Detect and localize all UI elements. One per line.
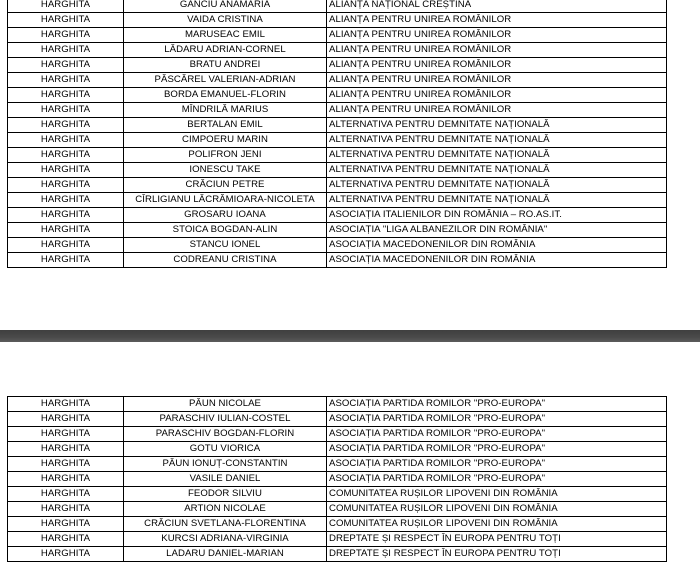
- candidate-name-cell: CRĂCIUN SVETLANA-FLORENTINA: [124, 517, 327, 532]
- party-cell: ASOCIAȚIA PARTIDA ROMILOR "PRO-EUROPA": [327, 442, 667, 457]
- candidate-name-cell: PARASCHIV IULIAN-COSTEL: [124, 412, 327, 427]
- table-row: [8, 133, 667, 148]
- candidate-name-cell: POLIFRON JENI: [124, 148, 327, 163]
- party-cell: ASOCIAȚIA PARTIDA ROMILOR "PRO-EUROPA": [327, 472, 667, 487]
- candidate-name-cell: PĂSCĂREL VALERIAN-ADRIAN: [124, 73, 327, 88]
- candidate-name-cell: CODREANU CRISTINA: [124, 253, 327, 268]
- table-row: [8, 253, 667, 268]
- county-cell: HARGHITA: [8, 118, 124, 133]
- table-row: [8, 487, 667, 502]
- county-cell: HARGHITA: [8, 487, 124, 502]
- county-cell: HARGHITA: [8, 193, 124, 208]
- table-row: [8, 238, 667, 253]
- table-row: [8, 223, 667, 238]
- party-cell: ALTERNATIVA PENTRU DEMNITATE NAȚIONALĂ: [327, 148, 667, 163]
- county-cell: HARGHITA: [8, 88, 124, 103]
- county-cell: HARGHITA: [8, 43, 124, 58]
- party-cell: ALIANȚA PENTRU UNIREA ROMÂNILOR: [327, 73, 667, 88]
- table-row: [8, 73, 667, 88]
- candidate-name-cell: IONESCU TAKE: [124, 163, 327, 178]
- county-cell: HARGHITA: [8, 472, 124, 487]
- county-cell: HARGHITA: [8, 502, 124, 517]
- table-row: [8, 43, 667, 58]
- candidate-name-cell: VAIDA CRISTINA: [124, 13, 327, 28]
- candidate-name-cell: PĂUN IONUȚ-CONSTANTIN: [124, 457, 327, 472]
- table-row: [8, 532, 667, 547]
- candidates-table-top: [7, 0, 667, 268]
- county-cell: HARGHITA: [8, 457, 124, 472]
- table-row: [8, 103, 667, 118]
- party-cell: ALIANȚA PENTRU UNIREA ROMÂNILOR: [327, 103, 667, 118]
- party-cell: ASOCIAȚIA ITALIENILOR DIN ROMÂNIA – RO.AS.IT.: [327, 208, 667, 223]
- table-row: [8, 193, 667, 208]
- county-cell: HARGHITA: [8, 427, 124, 442]
- county-cell: HARGHITA: [8, 163, 124, 178]
- table-row: [8, 28, 667, 43]
- table-row: [8, 13, 667, 28]
- table-row: [8, 427, 667, 442]
- party-cell: ASOCIAȚIA PARTIDA ROMILOR "PRO-EUROPA": [327, 457, 667, 472]
- candidate-name-cell: CIMPOERU MARIN: [124, 133, 327, 148]
- table-row: [8, 457, 667, 472]
- party-cell: ASOCIAȚIA MACEDONENILOR DIN ROMÂNIA: [327, 253, 667, 268]
- candidate-name-cell: GOTU VIORICA: [124, 442, 327, 457]
- table-row: [8, 397, 667, 412]
- party-cell: ALTERNATIVA PENTRU DEMNITATE NAȚIONALĂ: [327, 133, 667, 148]
- county-cell: HARGHITA: [8, 532, 124, 547]
- candidate-name-cell: PĂUN NICOLAE: [124, 397, 327, 412]
- county-cell: HARGHITA: [8, 238, 124, 253]
- candidates-table-top-body: [8, 0, 667, 268]
- candidates-table-bottom: [7, 396, 667, 562]
- party-cell: COMUNITATEA RUȘILOR LIPOVENI DIN ROMÂNIA: [327, 502, 667, 517]
- candidate-name-cell: ARTION NICOLAE: [124, 502, 327, 517]
- candidate-name-cell: BERTALAN EMIL: [124, 118, 327, 133]
- party-cell: ALIANȚA PENTRU UNIREA ROMÂNILOR: [327, 13, 667, 28]
- table-row: [8, 472, 667, 487]
- party-cell: ASOCIAȚIA PARTIDA ROMILOR "PRO-EUROPA": [327, 427, 667, 442]
- candidate-name-cell: STOICA BOGDAN-ALIN: [124, 223, 327, 238]
- county-cell: HARGHITA: [8, 73, 124, 88]
- table-row: [8, 547, 667, 562]
- candidate-name-cell: STANCU IONEL: [124, 238, 327, 253]
- candidate-name-cell: BORDA EMANUEL-FLORIN: [124, 88, 327, 103]
- county-cell: HARGHITA: [8, 133, 124, 148]
- candidate-name-cell: CRĂCIUN PETRE: [124, 178, 327, 193]
- candidate-name-cell: GROSARU IOANA: [124, 208, 327, 223]
- candidate-name-cell: FEODOR SILVIU: [124, 487, 327, 502]
- county-cell: HARGHITA: [8, 397, 124, 412]
- party-cell: ALIANȚA NAȚIONAL CREȘTINĂ: [327, 0, 667, 13]
- table-row: [8, 88, 667, 103]
- table-row: [8, 0, 667, 13]
- county-cell: HARGHITA: [8, 442, 124, 457]
- table-row: [8, 502, 667, 517]
- county-cell: HARGHITA: [8, 208, 124, 223]
- candidate-name-cell: CÎRLIGIANU LĂCRĂMIOARA-NICOLETA: [124, 193, 327, 208]
- party-cell: ASOCIAȚIA MACEDONENILOR DIN ROMÂNIA: [327, 238, 667, 253]
- county-cell: HARGHITA: [8, 253, 124, 268]
- county-cell: HARGHITA: [8, 547, 124, 562]
- party-cell: ALIANȚA PENTRU UNIREA ROMÂNILOR: [327, 43, 667, 58]
- party-cell: ALIANȚA PENTRU UNIREA ROMÂNILOR: [327, 88, 667, 103]
- county-cell: HARGHITA: [8, 412, 124, 427]
- party-cell: ALIANȚA PENTRU UNIREA ROMÂNILOR: [327, 58, 667, 73]
- table-row: [8, 208, 667, 223]
- candidate-name-cell: PARASCHIV BOGDAN-FLORIN: [124, 427, 327, 442]
- party-cell: ASOCIAȚIA PARTIDA ROMILOR "PRO-EUROPA": [327, 412, 667, 427]
- party-cell: DREPTATE ȘI RESPECT ÎN EUROPA PENTRU TOȚI: [327, 532, 667, 547]
- county-cell: HARGHITA: [8, 148, 124, 163]
- table-row: [8, 412, 667, 427]
- page-separator: [0, 330, 700, 342]
- county-cell: HARGHITA: [8, 103, 124, 118]
- county-cell: HARGHITA: [8, 0, 124, 13]
- party-cell: ALTERNATIVA PENTRU DEMNITATE NAȚIONALĂ: [327, 193, 667, 208]
- candidate-name-cell: KURCSI ADRIANA-VIRGINIA: [124, 532, 327, 547]
- county-cell: HARGHITA: [8, 223, 124, 238]
- party-cell: ALTERNATIVA PENTRU DEMNITATE NAȚIONALĂ: [327, 118, 667, 133]
- candidate-name-cell: LĂDARU ADRIAN-CORNEL: [124, 43, 327, 58]
- table-row: [8, 442, 667, 457]
- candidate-name-cell: GANCIU ANAMARIA: [124, 0, 327, 13]
- party-cell: ASOCIAȚIA "LIGA ALBANEZILOR DIN ROMÂNIA": [327, 223, 667, 238]
- party-cell: ALIANȚA PENTRU UNIREA ROMÂNILOR: [327, 28, 667, 43]
- party-cell: ASOCIAȚIA PARTIDA ROMILOR "PRO-EUROPA": [327, 397, 667, 412]
- candidates-table-bottom-body: [8, 397, 667, 562]
- party-cell: ALTERNATIVA PENTRU DEMNITATE NAȚIONALĂ: [327, 178, 667, 193]
- candidate-name-cell: VASILE DANIEL: [124, 472, 327, 487]
- party-cell: DREPTATE ȘI RESPECT ÎN EUROPA PENTRU TOȚI: [327, 547, 667, 562]
- candidate-name-cell: MARUSEAC EMIL: [124, 28, 327, 43]
- candidate-name-cell: MÎNDRILĂ MARIUS: [124, 103, 327, 118]
- candidate-name-cell: LADARU DANIEL-MARIAN: [124, 547, 327, 562]
- table-row: [8, 163, 667, 178]
- table-row: [8, 118, 667, 133]
- county-cell: HARGHITA: [8, 13, 124, 28]
- candidate-name-cell: BRATU ANDREI: [124, 58, 327, 73]
- table-row: [8, 148, 667, 163]
- table-row: [8, 58, 667, 73]
- county-cell: HARGHITA: [8, 58, 124, 73]
- county-cell: HARGHITA: [8, 517, 124, 532]
- table-row: [8, 517, 667, 532]
- county-cell: HARGHITA: [8, 28, 124, 43]
- party-cell: ALTERNATIVA PENTRU DEMNITATE NAȚIONALĂ: [327, 163, 667, 178]
- table-row: [8, 178, 667, 193]
- party-cell: COMUNITATEA RUȘILOR LIPOVENI DIN ROMÂNIA: [327, 487, 667, 502]
- document-page-bottom: [0, 342, 700, 561]
- county-cell: HARGHITA: [8, 178, 124, 193]
- party-cell: COMUNITATEA RUȘILOR LIPOVENI DIN ROMÂNIA: [327, 517, 667, 532]
